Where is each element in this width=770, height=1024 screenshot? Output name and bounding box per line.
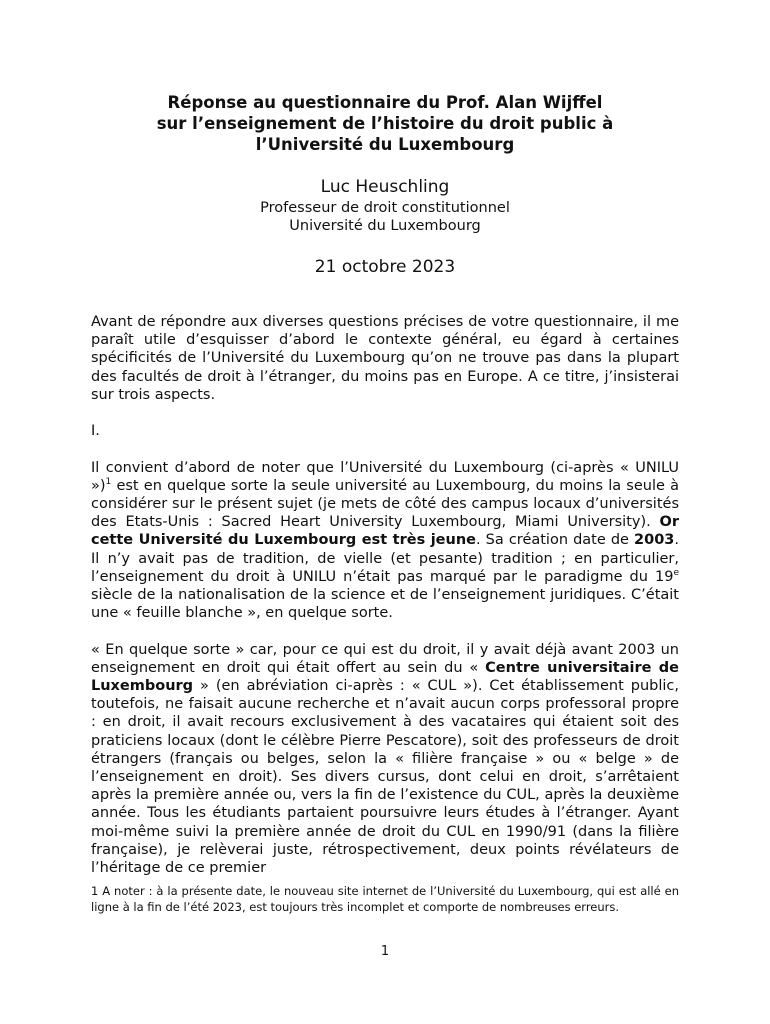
- title-line-1: Réponse au questionnaire du Prof. Alan Wijffel: [167, 93, 603, 112]
- footnote-reference[interactable]: 1: [105, 476, 112, 487]
- author-position: Professeur de droit constitutionnel: [260, 200, 510, 216]
- text-run: . Il n’y avait pas de tradition, de vielle (et pesante) tradition ; en particulier, l’enseignement du droit à UNILU n’était pas marqué par le paradigme du 19: [91, 532, 679, 585]
- emphasis-text: Centre universitaire de Luxembourg: [91, 659, 680, 695]
- text-run: est en quelque sorte la seule université au Luxembourg, du moins la seule à considérer sur le présent sujet (je mets de côté des campus locaux d’universités des Etats-Unis : Sacred Heart University Luxembourg, Miami University).: [91, 477, 679, 531]
- page-number: 1: [380, 944, 390, 959]
- document-body: [91, 313, 679, 895]
- emphasis-text: Or cette Université du Luxembourg est très jeune: [91, 514, 679, 549]
- text-run: siècle de la nationalisation de la science et de l’enseignement juridiques. C’était une « feuille blanche », en quelque sorte.: [91, 587, 679, 622]
- author-affiliation: [0, 199, 770, 235]
- title-line-3: l’Université du Luxembourg: [255, 135, 515, 154]
- text-run: » (en abréviation ci-après : « CUL »). Cet établissement public, toutefois, ne faisait aucune recherche et n’avait aucun corps professoral propre : en droit, il avait recours exclusivement à des vacataires qui étaient soit des praticiens locaux (dont le célèbre Pierre Pescatore), soit des professeurs de droit étrangers (français ou belges, selon la « filière française » ou « belge » de l’enseignement en droit). Ses divers cursus, dont celui en droit, s’arrêtaient après la première année ou, vers la fin de l’existence du CUL, après la deuxième année. Tous les étudiants partaient poursuivre leurs études à l’étranger. Ayant moi-même suivi la première année de droit du CUL en 1990/91 (dans la filière française), je relèverai juste, rétrospectivement, deux points révélateurs de l’héritage de ce premier: [91, 678, 679, 877]
- emphasis-year: 2003: [634, 532, 675, 549]
- paragraph-cul: [91, 641, 679, 878]
- paragraph-unilu: [91, 459, 679, 623]
- document-title: [91, 92, 679, 155]
- text-run: « En quelque sorte » car, pour ce qui est du droit, il y avait déjà avant 2003 un enseignement en droit qui était offert au sein du «: [91, 641, 679, 676]
- footnote: 1 A noter : à la présente date, le nouveau site internet de l’Université du Luxembourg, qui est allé en ligne à la fin de l’été 2023, est toujours très incomplet et comporte de nombreuses erreurs.: [91, 884, 679, 914]
- section-number: I.: [91, 423, 100, 440]
- text-run: Il convient d’abord de noter que l’Université du Luxembourg (ci-après « UNILU »): [91, 459, 679, 494]
- century-superscript: e: [673, 567, 679, 578]
- document-date: 21 octobre 2023: [314, 257, 456, 277]
- author-institution: Université du Luxembourg: [289, 218, 481, 234]
- author-name: Luc Heuschling: [320, 177, 450, 197]
- title-line-2: sur l’enseignement de l’histoire du droit public à: [156, 114, 614, 133]
- text-run: . Sa création date de: [476, 532, 635, 549]
- paragraph-intro: Avant de répondre aux diverses questions précises de votre questionnaire, il me paraît utile d’esquisser d’abord le contexte général, eu égard à certaines spécificités de l’Université du Luxembourg qu’on ne trouve pas dans la plupart des facultés de droit à l’étranger, du moins pas en Europe. A ce titre, j’insisterai sur trois aspects.: [91, 314, 679, 403]
